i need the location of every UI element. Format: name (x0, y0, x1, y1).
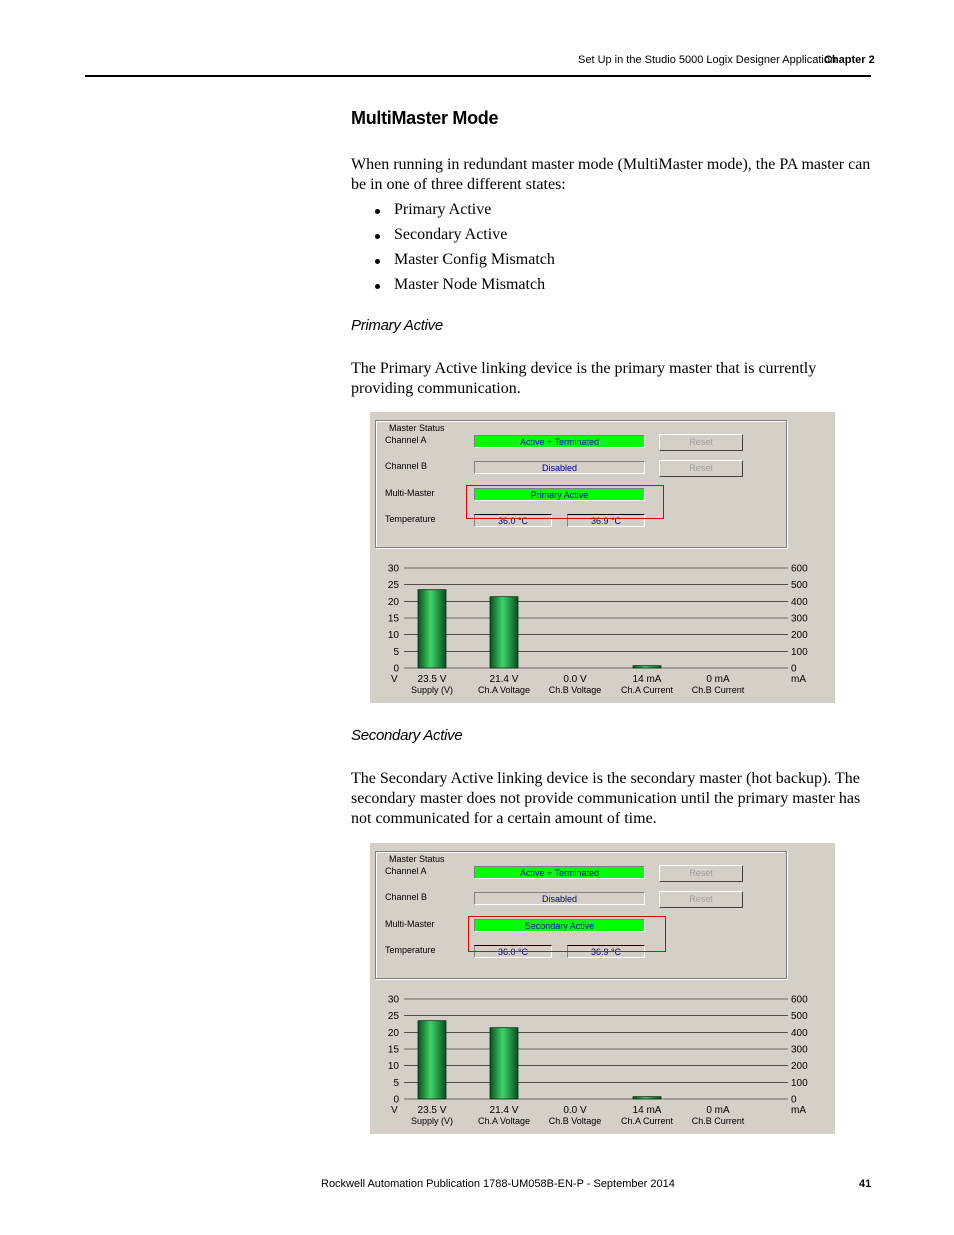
channel-a-status: Active + Terminated (474, 866, 645, 879)
value-label: 0.0 V (563, 674, 587, 685)
temperature-2: 36.9 °C (567, 945, 645, 958)
left-tick-label: 10 (387, 630, 399, 642)
right-unit-label: mA (791, 674, 806, 685)
label-multi-master: Multi-Master (385, 919, 435, 929)
value-label: 23.5 V (417, 1105, 447, 1116)
right-tick-label: 400 (791, 1027, 808, 1039)
left-tick-label: 30 (387, 994, 399, 1006)
value-label: 21.4 V (489, 1105, 519, 1116)
reset-channel-b-button[interactable]: Reset (659, 460, 743, 477)
bar-chart (370, 983, 835, 1134)
section-heading-primary: Primary Active (351, 317, 443, 334)
channel-b-status: Disabled (474, 892, 645, 905)
value-label: 0.0 V (563, 1105, 587, 1116)
left-tick-label: 10 (387, 1061, 399, 1073)
value-label: 21.4 V (489, 674, 519, 685)
section-heading-secondary: Secondary Active (351, 727, 463, 744)
right-unit-label: mA (791, 1105, 806, 1116)
multi-master-status: Primary Active (474, 488, 645, 501)
left-tick-label: 25 (387, 580, 399, 592)
left-tick-label: 0 (393, 663, 399, 675)
left-tick-label: 15 (387, 1044, 399, 1056)
left-unit-label: V (391, 674, 398, 685)
reset-channel-a-button[interactable]: Reset (659, 434, 743, 451)
status-panel-secondary (370, 843, 835, 1134)
bar (490, 597, 518, 668)
label-channel-a: Channel A (385, 435, 427, 445)
value-label: 0 mA (706, 674, 730, 685)
bar (633, 666, 661, 668)
label-temperature: Temperature (385, 514, 436, 524)
category-label: Ch.A Current (620, 1116, 674, 1126)
bar (490, 1028, 518, 1099)
value-label: 14 mA (632, 1105, 662, 1116)
value-label: 0 mA (706, 1105, 730, 1116)
list-item: Secondary Active (375, 225, 555, 250)
states-list (375, 200, 555, 300)
value-label: 23.5 V (417, 674, 447, 685)
right-tick-label: 100 (791, 1077, 808, 1089)
category-label: Ch.B Current (691, 1116, 745, 1126)
footer-publication: Rockwell Automation Publication 1788-UM058B-EN-P - September 2014 (321, 1178, 675, 1190)
right-tick-label: 100 (791, 646, 808, 658)
reset-channel-b-button[interactable]: Reset (659, 891, 743, 908)
left-tick-label: 20 (387, 1027, 399, 1039)
multi-master-status: Secondary Active (474, 919, 645, 932)
category-label: Ch.A Voltage (477, 1116, 531, 1126)
header-chapter: Chapter 2 (824, 54, 875, 66)
temperature-2: 36.9 °C (567, 514, 645, 527)
value-label: 14 mA (632, 674, 662, 685)
category-label: Supply (V) (410, 685, 454, 695)
right-tick-label: 300 (791, 613, 808, 625)
bar (418, 1021, 446, 1099)
group-title: Master Status (389, 423, 445, 433)
left-tick-label: 0 (393, 1094, 399, 1106)
section-text-secondary: The Secondary Active linking device is the secondary master (hot backup). The secondary master does not provide communication until the primary master has not communicated for a certain amount of time. (351, 770, 861, 827)
bar (633, 1097, 661, 1099)
right-tick-label: 200 (791, 1061, 808, 1073)
list-item: Master Config Mismatch (375, 250, 555, 275)
left-unit-label: V (391, 1105, 398, 1116)
left-tick-label: 5 (393, 646, 399, 658)
category-label: Ch.A Voltage (477, 685, 531, 695)
temperature-1: 36.0 °C (474, 514, 552, 527)
right-tick-label: 300 (791, 1044, 808, 1056)
right-tick-label: 200 (791, 630, 808, 642)
category-label: Ch.A Current (620, 685, 674, 695)
right-tick-label: 600 (791, 994, 808, 1006)
label-channel-b: Channel B (385, 461, 428, 471)
label-channel-a: Channel A (385, 866, 427, 876)
right-tick-label: 600 (791, 563, 808, 575)
category-label: Ch.B Current (691, 685, 745, 695)
category-label: Supply (V) (410, 1116, 454, 1126)
left-tick-label: 25 (387, 1011, 399, 1023)
section-text-primary: The Primary Active linking device is the primary master that is currently providing communication. (351, 360, 817, 397)
list-item: Master Node Mismatch (375, 275, 555, 300)
status-panel-primary (370, 412, 835, 703)
page-title: MultiMaster Mode (351, 108, 499, 128)
left-tick-label: 15 (387, 613, 399, 625)
list-item: Primary Active (375, 200, 555, 225)
category-label: Ch.B Voltage (548, 1116, 602, 1126)
label-multi-master: Multi-Master (385, 488, 435, 498)
channel-a-status: Active + Terminated (474, 435, 645, 448)
bar-chart (370, 552, 835, 703)
left-tick-label: 5 (393, 1077, 399, 1089)
group-title: Master Status (389, 854, 445, 864)
left-tick-label: 20 (387, 596, 399, 608)
label-temperature: Temperature (385, 945, 436, 955)
header-section: Set Up in the Studio 5000 Logix Designer Application (578, 54, 837, 66)
right-tick-label: 500 (791, 580, 808, 592)
right-tick-label: 0 (791, 663, 797, 675)
intro-paragraph: When running in redundant master mode (MultiMaster mode), the PA master can be in one of three different states: (351, 156, 871, 193)
reset-channel-a-button[interactable]: Reset (659, 865, 743, 882)
left-tick-label: 30 (387, 563, 399, 575)
channel-b-status: Disabled (474, 461, 645, 474)
category-label: Ch.B Voltage (548, 685, 602, 695)
page-number: 41 (859, 1178, 872, 1190)
right-tick-label: 400 (791, 596, 808, 608)
right-tick-label: 500 (791, 1011, 808, 1023)
bar (418, 590, 446, 668)
right-tick-label: 0 (791, 1094, 797, 1106)
highlight-box (468, 916, 666, 952)
temperature-1: 36.0 °C (474, 945, 552, 958)
highlight-box (466, 485, 664, 519)
header-rule (85, 75, 871, 77)
label-channel-b: Channel B (385, 892, 428, 902)
